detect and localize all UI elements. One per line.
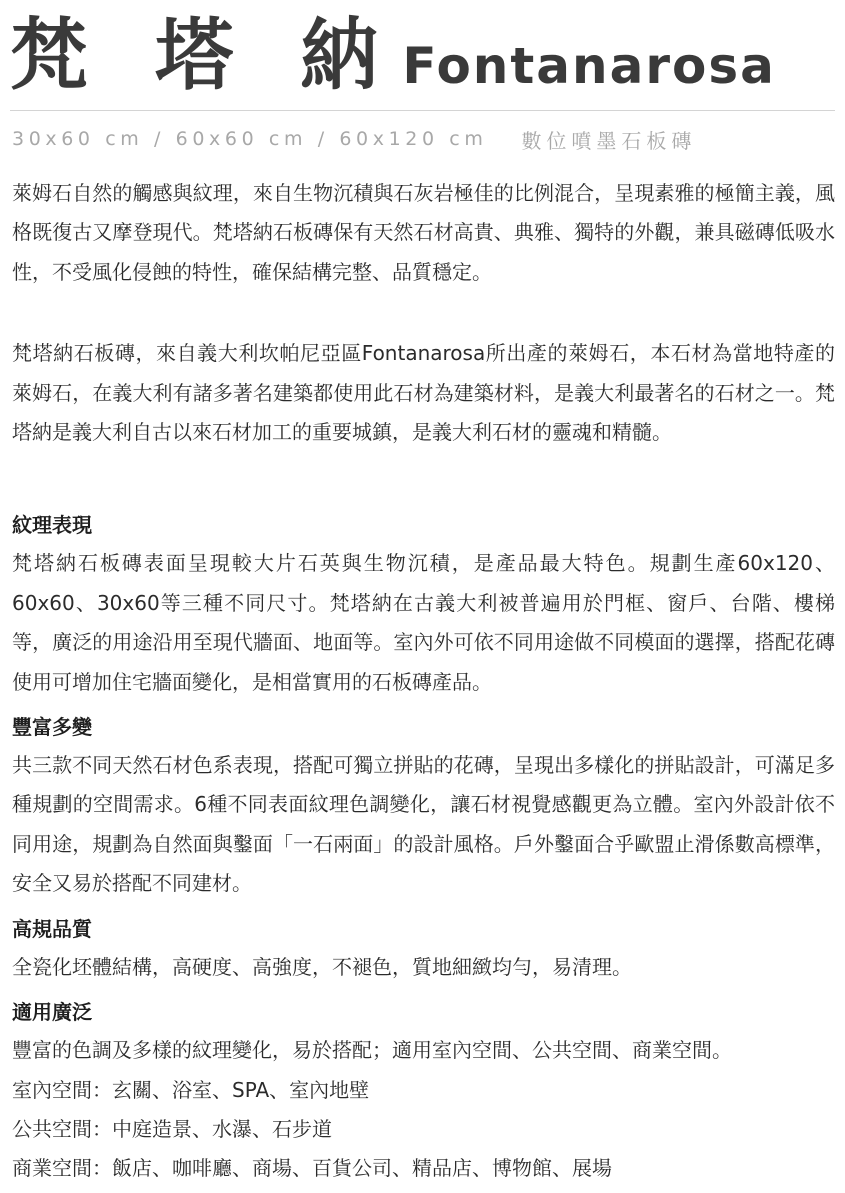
main-content <box>12 174 835 1189</box>
section-applications <box>12 993 835 1189</box>
header-divider <box>10 110 835 111</box>
section-body: 梵塔納石板磚表面呈現較大片石英與生物沉積，是產品最大特色。規劃生產60x120、60x60、30x60等三種不同尺寸。梵塔納在古義大利被普遍用於門框、窗戶、台階、樓梯等，廣泛的用途沿用至現代牆面、地面等。室內外可依不同用途做不同模面的選擇，搭配花磚使用可增加住宅牆面變化，是相當實用的石板磚產品。 <box>12 551 835 694</box>
section-texture <box>12 506 835 702</box>
intro-paragraph: 萊姆石自然的觸感與紋理，來自生物沉積與石灰岩極佳的比例混合，呈現素雅的極簡主義，風格既復古又摩登現代。梵塔納石板磚保有天然石材高貴、典雅、獨特的外觀，兼具磁磚低吸水性，不受風化侵蝕的特性，確保結構完整、品質穩定。 <box>12 181 835 284</box>
origin-paragraph: 梵塔納石板磚，來自義大利坎帕尼亞區Fontanarosa所出產的萊姆石，本石材為當地特產的萊姆石，在義大利有諸多著名建築都使用此石材為建築材料，是義大利最著名的石材之一。梵塔納是義大利自古以來石材加工的重要城鎮，是義大利石材的靈魂和精髓。 <box>12 341 835 445</box>
section-variety <box>12 708 835 904</box>
section-title: 高規品質 <box>12 916 92 941</box>
section-body: 共三款不同天然石材色系表現，搭配可獨立拼貼的花磚，呈現出多樣化的拼貼設計，可滿足多種規劃的空間需求。6種不同表面紋理色調變化，讓石材視覺感觀更為立體。室內外設計依不同用途，規劃為自然面與鑿面「一石兩面」的設計風格。戶外鑿面合乎歐盟止滑係數高標準，安全又易於搭配不同建材。 <box>12 753 835 896</box>
section-body: 全瓷化坯體結構，高硬度、高強度，不褪色，質地細緻均勻，易清理。 <box>12 954 632 979</box>
application-indoor: 室內空間：玄關、浴室、SPA、室內地壁 <box>12 1077 370 1102</box>
application-commercial: 商業空間：飯店、咖啡廳、商場、百貨公司、精品店、博物館、展場 <box>12 1156 612 1181</box>
product-type: 數位噴墨石板磚 <box>521 128 697 153</box>
section-title: 適用廣泛 <box>12 1000 92 1025</box>
brand-title-english: Fontanarosa <box>402 37 776 95</box>
section-title: 豐富多變 <box>12 715 92 740</box>
section-quality <box>12 910 835 987</box>
application-public: 公共空間：中庭造景、水瀑、石步道 <box>12 1116 332 1141</box>
section-body: 豐富的色調及多樣的紋理變化，易於搭配；適用室內空間、公共空間、商業空間。 <box>12 1038 732 1063</box>
size-list: 30x60 cm / 60x60 cm / 60x120 cm <box>12 128 488 150</box>
spacer <box>12 292 835 334</box>
subheader <box>12 124 837 154</box>
brand-title-chinese: 梵 塔 納 <box>10 11 399 101</box>
page-header <box>10 6 838 106</box>
section-title: 紋理表現 <box>12 513 92 538</box>
spacer <box>12 452 835 500</box>
